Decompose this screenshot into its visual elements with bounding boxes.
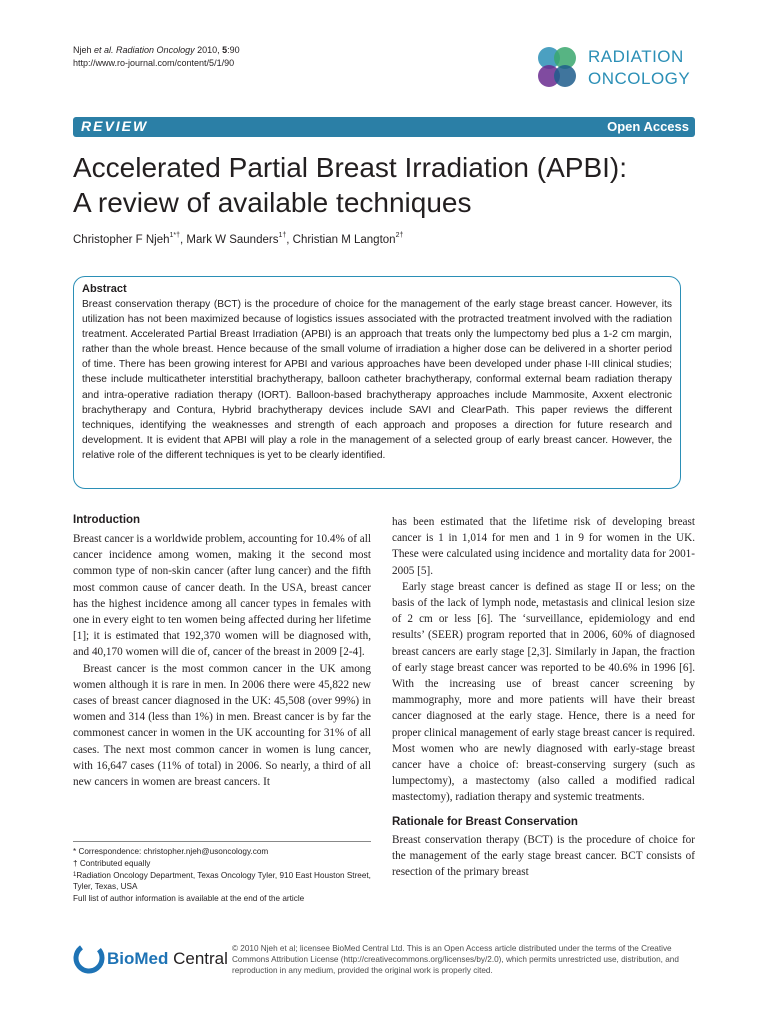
footnote-affiliation: $^1$Radiation Oncology Department, Texas Oncology Tyler, 910 East Houston Street, Tyler, Texas, USA bbox=[73, 870, 371, 892]
article-url[interactable]: http://www.ro-journal.com/content/5/1/90 bbox=[73, 58, 235, 68]
intro-paragraph-2: Breast cancer is the most common cancer in the UK among women although it is rare in men. In 2006 there were 45,822 new cases of breast cancer diagnosed in the UK: 45,508 (over 99%) in women and 314 (less than 1%) in men. Breast cancer is by far the commonest cancer in women in the UK accounting for 31% of all cases. The next most common cancer in women is lung cancer, with 16,647 cases (11% of total) in 2006. So nearly, a third of all new cancers in women are breast cancers. It bbox=[73, 662, 371, 789]
right-paragraph-1: has been estimated that the lifetime risk of developing breast cancer is 1 in 1,014 for men and 1 in 9 for women in the UK. These were calculated using incidence and mortality data for 2001-2005 [5]. bbox=[392, 516, 695, 577]
author-3[interactable]: , Christian M Langton bbox=[286, 234, 396, 246]
right-paragraph-2: Early stage breast cancer is defined as stage II or less; on the basis of the lack of lymph node, metastasis and clinical lesion size of 2 cm or less [6]. The ‘surveillance, epidemiology and end results’ (SEER) program reported that in 2006, 60% of diagnosed breast cancers are early stage [2,3]. Similarly in Japan, the fraction of early stage breast cancer was reported to be 40.6% in 1996 [6]. With the increasing use of breast cancer screening by mammography, more and more patients will have their breast cancer diagnosed at the early stage. Hence, there is a need for proper clinical management of early stage breast cancer is required. Most women who are newly diagnosed with early-stage breast cancer have a choice of: breast-conserving surgery (such as lumpectomy), a mastectomy (also called a modified radical mastectomy), radiation therapy and systemic treatments. bbox=[392, 580, 695, 804]
title-line2: A review of available techniques bbox=[73, 187, 472, 218]
abstract-text: Breast conservation therapy (BCT) is the procedure of choice for the management of the early stage breast cancer. However, its utilization has not been maximized because of logistics issues associated with the protracted treatment involved with the radiation treatment. Accelerated Partial Breast Irradiation (APBI) is an approach that treats only the lumpectomy bed plus a 1-2 cm margin, rather than the whole breast. Hence because of the small volume of irradiation a higher dose can be delivered in a shorter period of time. There has been growing interest for APBI and various approaches have been developed under phase I-III clinical studies; these include multicatheter interstitial brachytherapy, balloon catheter brachytherapy, conformal external beam radiation therapy and intra-operative radiation therapy (IORT). Balloon-based brachytherapy approaches include Mammosite, Axxent electronic brachytherapy and Contura, Hybrid brachytherapy devices include SAVI and ClearPath. This paper reviews the different techniques, identifying the weaknesses and strength of each approach and proposes a direction for future research and development. It is evident that APBI will play a role in the management of a selected group of early breast cancer. However, the relative role of the different techniques is yet to be clearly identified. bbox=[82, 299, 672, 461]
footnote-more-info: Full list of author information is available at the end of the article bbox=[73, 894, 305, 904]
column-right bbox=[392, 514, 695, 880]
logo-circle-darkblue bbox=[554, 65, 576, 87]
review-bar bbox=[73, 117, 695, 137]
section-heading-introduction: Introduction bbox=[73, 514, 141, 526]
column-left bbox=[73, 531, 371, 790]
license-text: © 2010 Njeh et al; licensee BioMed Central Ltd. This is an Open Access article distributed under the terms of the Creative Commons Attribution License (http://creativecommons.org/licenses/by/2.0), which permits unrestricted use, distribution, and reproduction in any medium, provided the original work is properly cited. bbox=[232, 944, 679, 975]
footnote-correspondence[interactable]: * Correspondence: christopher.njeh@usoncology.com bbox=[73, 847, 269, 856]
logo-line2: ONCOLOGY bbox=[588, 69, 691, 88]
section-heading-rationale: Rationale for Breast Conservation bbox=[392, 815, 578, 828]
right-paragraph-3: Breast conservation therapy (BCT) is the procedure of choice for the management of the early stage breast cancer. BCT consists of resection of the primary breast bbox=[392, 833, 695, 879]
journal-logo-text bbox=[588, 46, 690, 90]
intro-paragraph-1: Breast cancer is a worldwide problem, accounting for 10.4% of all cancer incidence among women, making it the second most common type of non-skin cancer (after lung cancer) and the fifth most common cause of cancer death. In the USA, breast cancer has the highest incidence among all cancer types in females with one in every eight to ten women being affected during her lifetime [1]; it is estimated that 192,370 women will be diagnosed with, and 40,170 women will die of, cancer of the breast in 2009 [2-4]. bbox=[73, 533, 371, 659]
author-1[interactable]: Christopher F Njeh bbox=[73, 234, 170, 246]
citation-line: Njeh et al. Radiation Oncology 2010, 5:90 bbox=[73, 45, 240, 55]
abstract-heading: Abstract bbox=[82, 283, 127, 295]
title-line1: Accelerated Partial Breast Irradiation (APBI): bbox=[73, 152, 628, 183]
biomed-central-name: BioMed Central bbox=[107, 949, 228, 968]
biomed-central-logo-icon bbox=[73, 942, 105, 974]
author-list: Christopher F Njeh$^{1*\dagger}$, Mark W Saunders$^{1\dagger}$, Christian M Langton$^{2\dagger}$ bbox=[73, 232, 404, 246]
article-title bbox=[73, 150, 713, 220]
footnote-contributed: † Contributed equally bbox=[73, 858, 151, 868]
logo-line1: RADIATION bbox=[588, 47, 684, 66]
open-access-label: Open Access bbox=[607, 119, 689, 134]
footnotes bbox=[73, 846, 373, 905]
article-type: REVIEW bbox=[81, 118, 149, 134]
abstract-box bbox=[73, 276, 681, 489]
citation bbox=[73, 44, 240, 70]
author-2[interactable]: , Mark W Saunders bbox=[180, 234, 279, 246]
footnote-divider bbox=[73, 841, 371, 842]
